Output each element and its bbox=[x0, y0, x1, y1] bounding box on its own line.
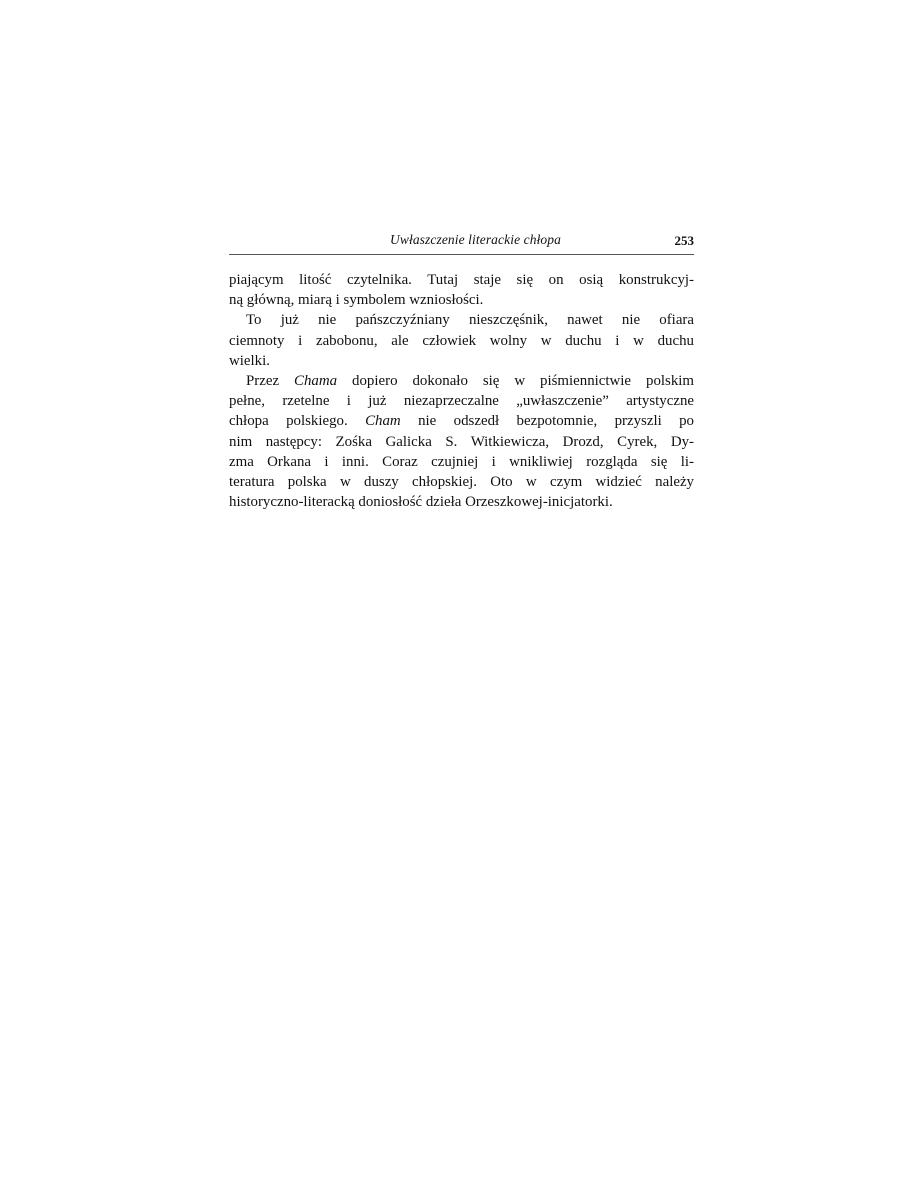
text-line: ną główną, miarą i symbolem wzniosłości. bbox=[229, 292, 484, 309]
text-line bbox=[229, 411, 694, 431]
text-line: piającym litość czytelnika. Tutaj staje się on osią konstrukcyj- bbox=[229, 272, 694, 288]
text-line: historyczno-literacką doniosłość dzieła Orzeszkowej-inicjatorki. bbox=[229, 494, 613, 511]
text-line: teratura polska w duszy chłopskiej. Oto w czym widzieć należy bbox=[229, 474, 694, 491]
running-title-wrap bbox=[229, 232, 694, 248]
book-title-emphasis: Chama bbox=[294, 373, 338, 390]
running-head bbox=[229, 232, 694, 255]
running-title: Uwłaszczenie literackie chłopa bbox=[390, 232, 561, 247]
page-number: 253 bbox=[674, 233, 694, 248]
text-run: Przez bbox=[246, 373, 295, 390]
paragraph-3 bbox=[229, 371, 694, 512]
text-run: dopiero dokonało się w piśmiennictwie polskim bbox=[337, 373, 694, 390]
text-line: ciemnoty i zabobonu, ale człowiek wolny w duchu i w duchu bbox=[229, 332, 694, 349]
body-text bbox=[229, 270, 694, 512]
paragraph-2 bbox=[229, 310, 694, 371]
text-line: wielki. bbox=[229, 352, 270, 369]
text-line bbox=[229, 371, 694, 391]
text-run: nie odszedł bezpotomnie, przyszli po bbox=[400, 413, 694, 430]
text-line: zma Orkana i inni. Coraz czujniej i wnikliwiej rozgląda się li- bbox=[229, 453, 694, 470]
text-line: pełne, rzetelne i już niezaprzeczalne „uwłaszczenie” artystyczne bbox=[229, 393, 694, 410]
text-line: nim następcy: Zośka Galicka S. Witkiewicza, Drozd, Cyrek, Dy- bbox=[229, 433, 694, 450]
paragraph-1 bbox=[229, 270, 694, 310]
text-line: To już nie pańszczyźniany nieszczęśnik, nawet nie ofiara bbox=[246, 312, 694, 329]
book-page bbox=[229, 232, 694, 512]
book-title-emphasis: Cham bbox=[365, 413, 401, 430]
text-run: chłopa polskiego. bbox=[229, 413, 366, 430]
